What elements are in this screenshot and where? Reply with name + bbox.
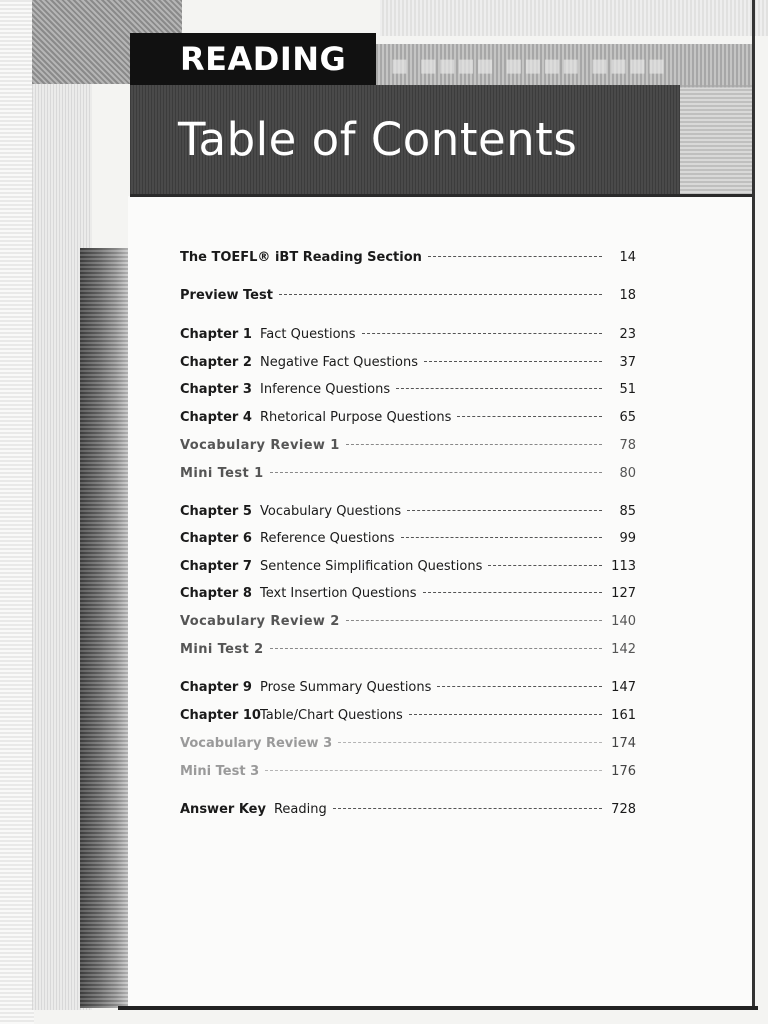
bleed-through-text: ▪ ▪▪▪▪ ▪▪▪▪ ▪▪▪▪ (390, 48, 666, 81)
section-tab (130, 33, 376, 85)
toc-entry-vocabulary-review-3[interactable] (180, 736, 636, 758)
dot-leader (409, 714, 602, 715)
toc-chapter-title: Rhetorical Purpose Questions (260, 410, 452, 425)
toc-page-number: 65 (619, 410, 636, 425)
header-rule (130, 194, 752, 197)
toc-chapter-number: Chapter 4 (180, 410, 252, 425)
toc-page-number: 174 (611, 736, 636, 751)
dot-leader (270, 648, 602, 649)
toc-chapter-number: Chapter 10 (180, 708, 261, 723)
dot-leader (424, 361, 602, 362)
toc-entry-chapter-2[interactable] (180, 355, 636, 377)
toc-chapter-number: Chapter 5 (180, 504, 252, 519)
toc-chapter-title: Inference Questions (260, 382, 391, 397)
toc-entry-chapter-8[interactable] (180, 586, 636, 608)
dot-leader (423, 592, 602, 593)
toc-entry-mini-test-3[interactable] (180, 764, 636, 786)
toc-page-number: 127 (611, 586, 636, 601)
page-bottom-edge (118, 1006, 758, 1010)
toc-chapter-number: Chapter 6 (180, 531, 252, 546)
toc-chapter-title: Reference Questions (260, 531, 395, 546)
toc-chapter-title: Prose Summary Questions (260, 680, 432, 695)
toc-entry-mini-test-2[interactable] (180, 642, 636, 664)
toc-entry-chapter-9[interactable] (180, 680, 636, 702)
toc-entry-chapter-10[interactable] (180, 708, 636, 730)
toc-page-number: 78 (619, 438, 636, 453)
toc-entry-label: Preview Test (180, 288, 273, 303)
toc-chapter-title: Vocabulary Questions (260, 504, 402, 519)
dot-leader (401, 537, 602, 538)
dot-leader (407, 510, 602, 511)
toc-page-number: 142 (611, 642, 636, 657)
toc-chapter-number: Chapter 2 (180, 355, 252, 370)
toc-page-number: 176 (611, 764, 636, 779)
toc-entry-chapter-7[interactable] (180, 559, 636, 581)
toc-entry-chapter-6[interactable] (180, 531, 636, 553)
dot-leader (338, 742, 602, 743)
page-title: Table of Contents (178, 113, 578, 166)
toc-chapter-number: Chapter 3 (180, 382, 252, 397)
toc-entry-chapter-4[interactable] (180, 410, 636, 432)
dot-leader (362, 333, 602, 334)
toc-page-number: 18 (619, 288, 636, 303)
section-label: READING (180, 40, 347, 78)
toc-entry-label: Mini Test 1 (180, 466, 264, 481)
dot-leader (428, 256, 602, 257)
dot-leader (279, 294, 602, 295)
dot-leader (396, 388, 602, 389)
dot-leader (346, 444, 602, 445)
toc-chapter-title: Reading (273, 802, 327, 817)
toc-entry-label: Mini Test 2 (180, 642, 264, 657)
scan-top-right-strip (380, 0, 768, 36)
toc-chapter-number: Chapter 9 (180, 680, 252, 695)
dot-leader (457, 416, 602, 417)
toc-entry-answer-key[interactable] (180, 802, 636, 824)
toc-page-number: 147 (611, 680, 636, 695)
dot-leader (346, 620, 602, 621)
scan-edge-left (0, 0, 34, 1024)
toc-entry-label: The TOEFL® iBT Reading Section (180, 250, 422, 265)
toc-page-number: 161 (611, 708, 636, 723)
toc-page-number: 113 (611, 559, 636, 574)
toc-entry-chapter-3[interactable] (180, 382, 636, 404)
toc-chapter-number: Chapter 8 (180, 586, 252, 601)
toc-page-number: 23 (619, 327, 636, 342)
title-banner (130, 85, 680, 195)
dot-leader (333, 808, 602, 809)
toc-chapter-title: Table/Chart Questions (260, 708, 403, 723)
toc-entry-vocabulary-review-1[interactable] (180, 438, 636, 460)
toc-entry-mini-test-1[interactable] (180, 466, 636, 488)
toc-page-number: 51 (619, 382, 636, 397)
toc-page-number: 14 (619, 250, 636, 265)
toc-page-number: 99 (619, 531, 636, 546)
bleed-through-band (376, 44, 752, 88)
toc-page-number: 80 (619, 466, 636, 481)
toc-entry-label: Mini Test 3 (180, 764, 260, 779)
toc-entry-chapter-5[interactable] (180, 504, 636, 526)
toc-entry-intro[interactable] (180, 250, 636, 272)
toc-chapter-title: Negative Fact Questions (260, 355, 419, 370)
toc-page-number: 140 (611, 614, 636, 629)
toc-chapter-number: Chapter 1 (180, 327, 252, 342)
dot-leader (270, 472, 602, 473)
toc-chapter-title: Fact Questions (260, 327, 356, 342)
toc-entry-label: Vocabulary Review 2 (180, 614, 340, 629)
dot-leader (488, 565, 602, 566)
toc-entry-preview-test[interactable] (180, 288, 636, 310)
toc-chapter-title: Text Insertion Questions (260, 586, 417, 601)
book-spine-shadow (80, 248, 128, 1008)
toc-entry-vocabulary-review-2[interactable] (180, 614, 636, 636)
toc-page-number: 85 (619, 504, 636, 519)
toc-entry-chapter-1[interactable] (180, 327, 636, 349)
dot-leader (265, 770, 602, 771)
toc-chapter-title: Sentence Simplification Questions (260, 559, 483, 574)
toc-entry-label: Answer Key (180, 802, 266, 817)
toc-entry-label: Vocabulary Review 1 (180, 438, 340, 453)
toc-page-number: 37 (619, 355, 636, 370)
toc-entry-label: Vocabulary Review 3 (180, 736, 333, 751)
page-right-edge (752, 0, 755, 1010)
toc-chapter-number: Chapter 7 (180, 559, 252, 574)
toc-page-number: 728 (611, 802, 636, 817)
dot-leader (437, 686, 602, 687)
